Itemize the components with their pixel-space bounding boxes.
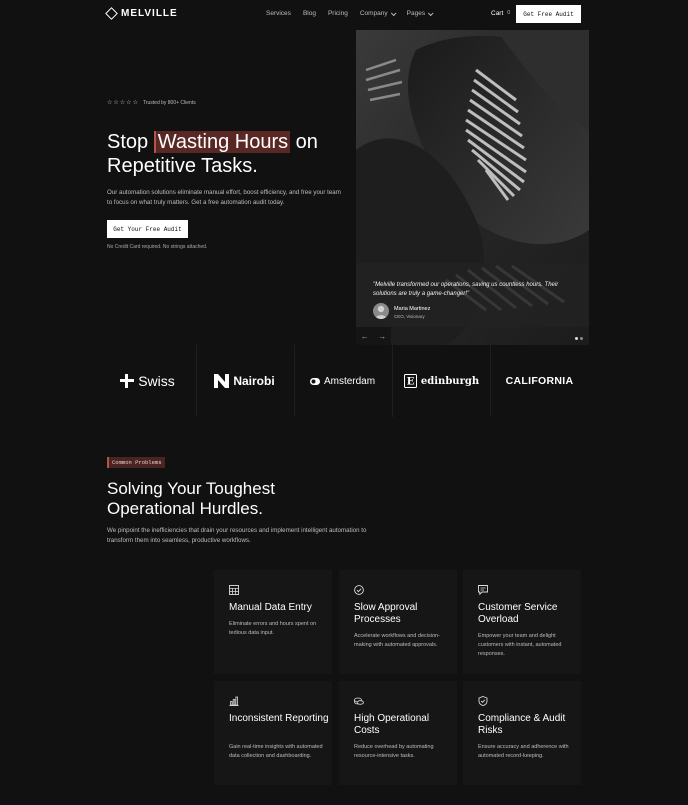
nav-link-label: Services <box>266 10 291 17</box>
star-icon: ☆ <box>113 100 119 106</box>
testimonial-role: CEO, Visionary <box>394 314 425 319</box>
card-title: Slow Approval Processes <box>354 602 418 625</box>
arrow-right-icon[interactable]: → <box>378 331 387 341</box>
logo-edinburgh <box>393 345 490 417</box>
testimonial-quote: "Melville transformed our operations, saving us countless hours. Their solutions are truly a game-changer!" <box>373 282 559 297</box>
edinburgh-emblem-icon <box>404 374 417 388</box>
carousel-dot[interactable] <box>575 337 578 340</box>
star-icon: ☆ <box>126 100 132 106</box>
bar-chart-icon <box>229 696 239 706</box>
logo-swiss <box>100 345 195 417</box>
card-description: Accelerate workflows and decision-making with automated approvals. <box>354 633 440 648</box>
nairobi-n-icon <box>214 374 229 388</box>
logo-text: Nairobi <box>233 374 275 388</box>
card-description: Ensure accuracy and adherence with automated record-keeping. <box>478 744 569 759</box>
card-description: Empower your team and delight customers with instant, automated responses. <box>478 633 562 657</box>
hero-description: Our automation solutions eliminate manual effort, boost efficiency, and free your team to focus on what truly matters. Get a free automation audit today. <box>107 189 341 206</box>
star-icon: ☆ <box>107 100 113 106</box>
card-title: High Operational Costs <box>354 713 430 736</box>
get-free-audit-button[interactable]: Get Free Audit <box>516 5 581 23</box>
section-tag: Common Problems <box>107 457 165 468</box>
chevron-down-icon <box>391 10 397 16</box>
logo-text: Swiss <box>138 373 175 389</box>
trusted-text: Trusted by 800+ Clients <box>142 99 196 106</box>
nav-links <box>266 10 432 17</box>
hero-title-highlight: Wasting Hours <box>154 131 290 153</box>
hero-title <box>107 130 357 178</box>
swiss-cross-icon <box>120 374 134 388</box>
svg-text:E: E <box>406 376 415 388</box>
card-title: Inconsistent Reporting <box>229 713 329 724</box>
section-description: We pinpoint the inefficiencies that drain your resources and implement intelligent automation to transform them into seamless, productive workflows. <box>107 527 367 544</box>
logo-text: Amsterdam <box>323 375 376 387</box>
check-circle-icon <box>354 585 364 595</box>
testimonial-name: Maria Martinez <box>394 306 431 312</box>
logo-text: CALIFORNIA <box>505 375 574 387</box>
nav-link-label: Blog <box>302 10 316 17</box>
brand-mark-icon <box>105 7 118 20</box>
chat-icon <box>478 585 488 595</box>
client-logos <box>0 345 688 417</box>
problem-card <box>214 681 332 785</box>
arrow-left-icon[interactable]: ← <box>360 331 369 341</box>
table-icon <box>229 585 239 595</box>
card-title: Customer Service Overload <box>478 602 558 625</box>
nav-link-pages[interactable] <box>407 10 432 17</box>
star-icon: ☆ <box>132 100 138 106</box>
get-your-free-audit-button[interactable]: Get Your Free Audit <box>107 220 188 238</box>
card-description: Eliminate errors and hours spent on tedious data input. <box>229 621 317 636</box>
logo-california <box>491 345 588 417</box>
nav-link-label: Company <box>359 10 388 17</box>
section-title: Solving Your Toughest Operational Hurdles. <box>107 479 275 518</box>
card-title: Compliance & Audit Risks <box>478 713 566 736</box>
cart-link[interactable] <box>491 10 510 17</box>
card-description: Reduce overhead by automating resource-intensive tasks. <box>354 744 434 759</box>
problem-card <box>214 570 332 674</box>
shield-check-icon <box>478 696 488 706</box>
avatar <box>373 303 389 319</box>
carousel-dots <box>575 337 583 340</box>
problem-card <box>339 681 457 785</box>
problem-card <box>463 681 581 785</box>
top-nav <box>0 0 688 30</box>
star-icon: ☆ <box>119 100 126 106</box>
hero-title-part: on Repetitive Tasks. <box>107 131 318 177</box>
brand-logo[interactable] <box>107 8 178 19</box>
coins-icon <box>354 696 364 706</box>
carousel-dot[interactable] <box>580 337 583 340</box>
nav-link-services[interactable] <box>266 10 291 17</box>
avatar-icon <box>373 303 389 319</box>
nav-link-blog[interactable] <box>303 10 316 17</box>
nav-link-label: Pricing <box>327 10 348 17</box>
nav-link-pricing[interactable] <box>328 10 348 17</box>
logo-nairobi <box>197 345 292 417</box>
problem-card <box>339 570 457 674</box>
brand-name: MELVILLE <box>121 8 178 19</box>
card-title: Manual Data Entry <box>229 602 312 613</box>
rating-stars <box>107 99 196 106</box>
card-description: Gain real-time insights with automated data collection and dashboarding. <box>229 744 323 759</box>
cart-label: Cart <box>491 10 504 17</box>
hero-note: No Credit Card required. No strings attached. <box>107 244 208 250</box>
carousel-controls <box>356 327 391 345</box>
amsterdam-pill-icon <box>310 378 320 385</box>
nav-link-company[interactable] <box>360 10 395 17</box>
logo-amsterdam <box>295 345 390 417</box>
logo-text: edinburgh <box>420 375 480 387</box>
cart-count: 0 <box>507 10 511 16</box>
nav-link-label: Pages <box>406 10 426 17</box>
hero-title-part: Stop <box>107 131 154 153</box>
problem-card <box>463 570 581 674</box>
chevron-down-icon <box>428 10 434 16</box>
